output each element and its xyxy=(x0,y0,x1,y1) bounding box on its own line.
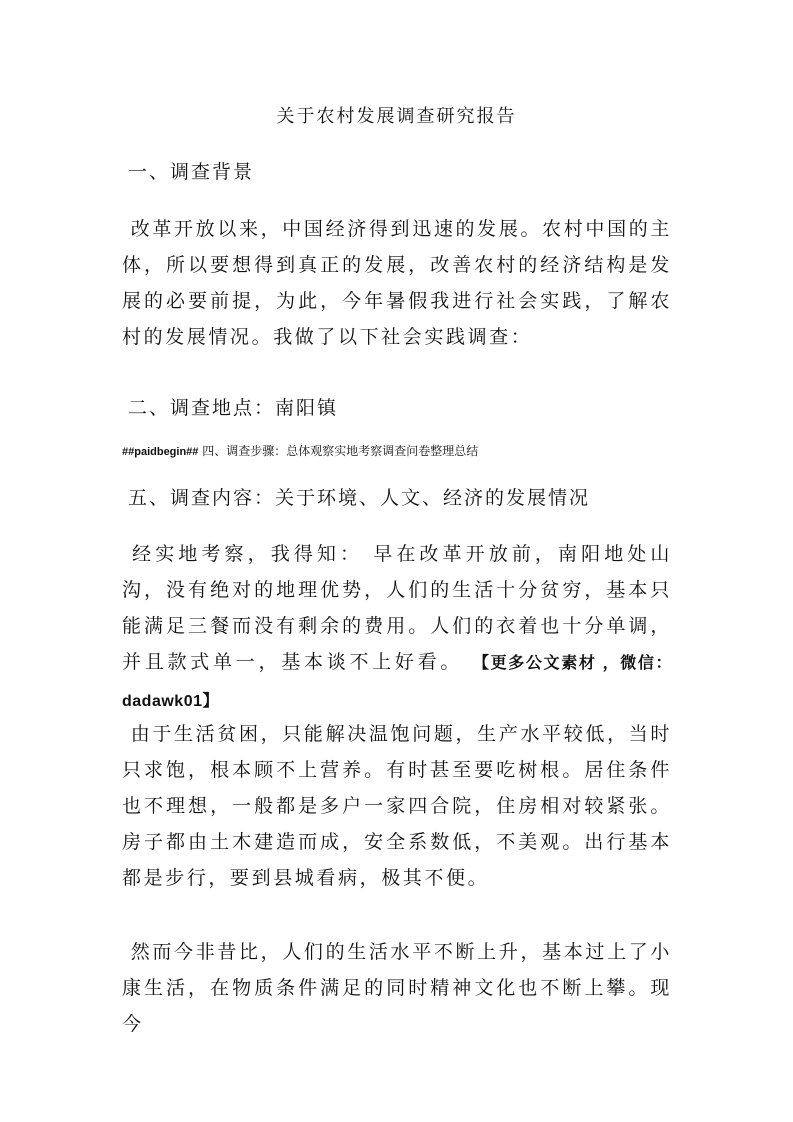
paragraph-improvement-text: 然而今非昔比，人们的生活水平不断上升，基本过上了小康生活，在物质条件满足的同时精神文化也不断上攀。现今 xyxy=(122,941,672,1035)
paragraph-background-text: 改革开放以来，中国经济得到迅速的发展。农村中国的主体，所以要想得到真正的发展，改善农村的经济结构是发展的必要前提，为此，今年暑假我进行社会实践，了解农村的发展情况。我做了以下社会实践调查： xyxy=(122,218,672,348)
paragraph-field-findings xyxy=(122,536,672,720)
section-heading-location: 二、调查地点：南阳镇 xyxy=(128,397,339,419)
document-title: 关于农村发展调查研究报告 xyxy=(276,106,517,127)
paragraph-poverty xyxy=(122,716,672,896)
paid-marker: ##paidbegin## xyxy=(122,446,199,458)
paragraph-field-findings-text: 经实地考察，我得知： 早在改革开放前，南阳地处山沟，没有绝对的地理优势，人们的生活十分贫穷，基本只能满足三餐而没有剩余的费用。人们的衣着也十分单调，并且款式单一，基本谈不上好看。 xyxy=(122,543,672,673)
section-heading-background: 一、调查背景 xyxy=(128,161,255,183)
section-heading-content: 五、调查内容：关于环境、人文、经济的发展情况 xyxy=(128,487,591,509)
paragraph-improvement xyxy=(122,934,672,1042)
promo-note: 【更多公文素材 ，微信：dadawk01】 xyxy=(122,655,672,710)
paragraph-background xyxy=(122,211,672,355)
paragraph-poverty-text: 由于生活贫困，只能解决温饱问题，生产水平较低，当时只求饱，根本顾不上营养。有时甚至要吃树根。居住条件也不理想，一般都是多户一家四合院，住房相对较紧张。房子都由土木建造而成，安全系数低，不美观。出行基本都是步行，要到县城看病，极其不便。 xyxy=(122,723,672,889)
small-text-line xyxy=(122,442,478,461)
steps-text: 四、调查步骤：总体观察实地考察调查问卷整理总结 xyxy=(202,444,479,458)
